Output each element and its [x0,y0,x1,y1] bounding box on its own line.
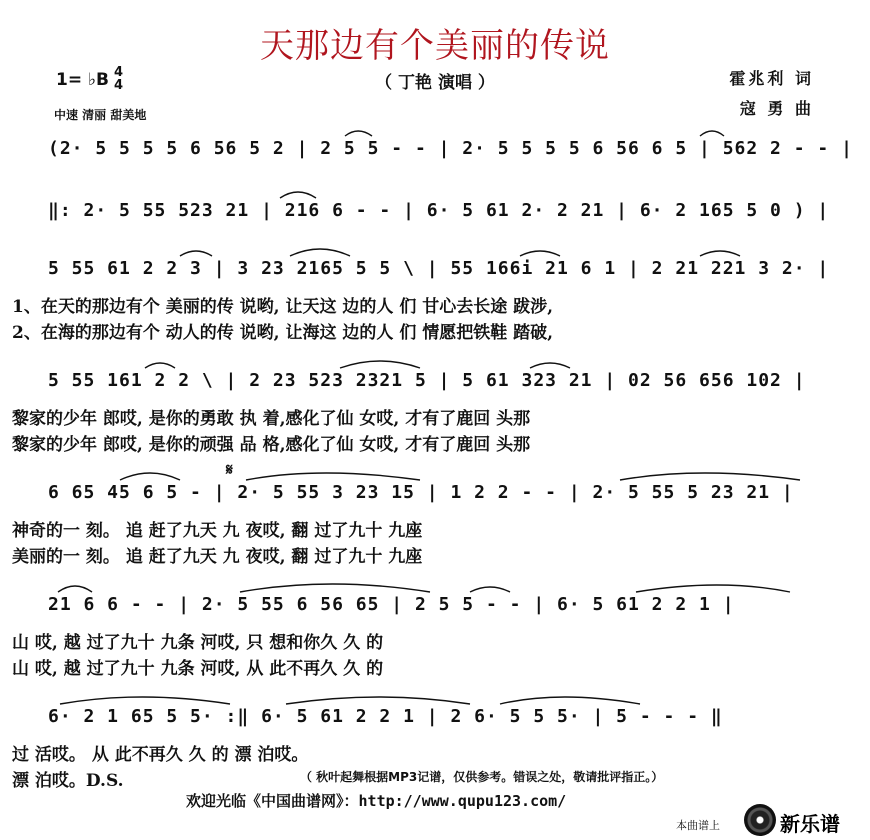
lyric-line-6-verse-2: 山 哎, 越 过了九十 九条 河哎, 从 此不再久 久 的 [12,659,384,679]
notation-line-7: 6· 2 1 65 5 5· :‖ 6· 5 61 2 2 1 | 2 6· 5 5 5· | 5 - - - ‖ [48,706,723,727]
lyric-line-7-verse-1: 过 活哎。 从 此不再久 久 的 漂 泊哎。 [12,745,309,765]
time-signature [114,66,123,92]
time-sig-top: 4 [114,65,124,80]
notation-line-6: 21 6 6 - - | 2· 5 55 6 56 65 | 2 5 5 - - | 6· 5 61 2 2 1 | [48,594,735,615]
notation-line-1: (2· 5 5 5 5 6 56 5 2 | 2 5 5 - - | 2· 5 5 5 5 6 56 6 5 | 562 2 - - | [48,138,853,159]
key-signature [56,65,124,93]
website-link[interactable]: 欢迎光临《中国曲谱网》：http://www.qupu123.com/ [186,792,567,810]
lyric-line-4-verse-2: 黎家的少年 郎哎, 是你的顽强 品 格,感化了仙 女哎, 才有了鹿回 头那 [12,435,531,455]
transcriber-note: （ 秋叶起舞根据MP3记谱，仅供参考。错误之处，敬请批评指正。） [300,770,664,784]
tempo-marking: 中速 清丽 甜美地 [54,108,147,122]
lyric-line-5-verse-2: 美丽的一 刻。 追 赶了九天 九 夜哎, 翻 过了九十 九座 [12,547,423,567]
brand-name: 新乐谱 [780,812,840,836]
brand-logo-icon [744,804,776,836]
segno-sign: 𝄋 [226,460,233,479]
singer-credit: （ 丁艳 演唱 ） [375,73,495,93]
source-label: 本曲谱上 [676,819,720,832]
notation-line-4: 5 55 161 2 2 \ | 2 23 523 2321 5 | 5 61 323 21 | 02 56 656 102 | [48,370,806,391]
lyric-line-3-verse-2: 2、在海的那边有个 动人的传 说哟, 让海这 边的人 们 情愿把铁鞋 踏破, [12,323,554,343]
notation-line-5: 6 65 45 6 5 - | 2· 5 55 3 23 15 | 1 2 2 - - | 2· 5 55 5 23 21 | [48,482,794,503]
lyric-line-3-verse-1: 1、在天的那边有个 美丽的传 说哟, 让天这 边的人 们 甘心去长途 跋涉, [12,297,554,317]
composer-credit: 寇 勇 曲 [739,99,814,118]
key-label: 1= ♭B [56,70,109,90]
lyric-line-5-verse-1: 神奇的一 刻。 追 赶了九天 九 夜哎, 翻 过了九十 九座 [12,521,423,541]
notation-line-2: ‖: 2· 5 55 523 21 | 216 6 - - | 6· 5 61 2· 2 21 | 6· 2 165 5 0 ) | [48,200,830,221]
lyricist-credit: 霍兆利 词 [729,69,814,88]
song-title: 天那边有个美丽的传说 [260,26,610,66]
lyric-line-7-verse-2: 漂 泊哎。D.S. [12,771,124,791]
notation-line-3: 5 55 61 2 2 3 | 3 23 2165 5 5 \ | 55 166i 21 6 1 | 2 21 221 3 2· | [48,258,830,279]
lyric-line-6-verse-1: 山 哎, 越 过了九十 九条 河哎, 只 想和你久 久 的 [12,633,384,653]
lyric-line-4-verse-1: 黎家的少年 郎哎, 是你的勇敢 执 着,感化了仙 女哎, 才有了鹿回 头那 [12,409,531,429]
time-sig-bottom: 4 [114,78,124,93]
